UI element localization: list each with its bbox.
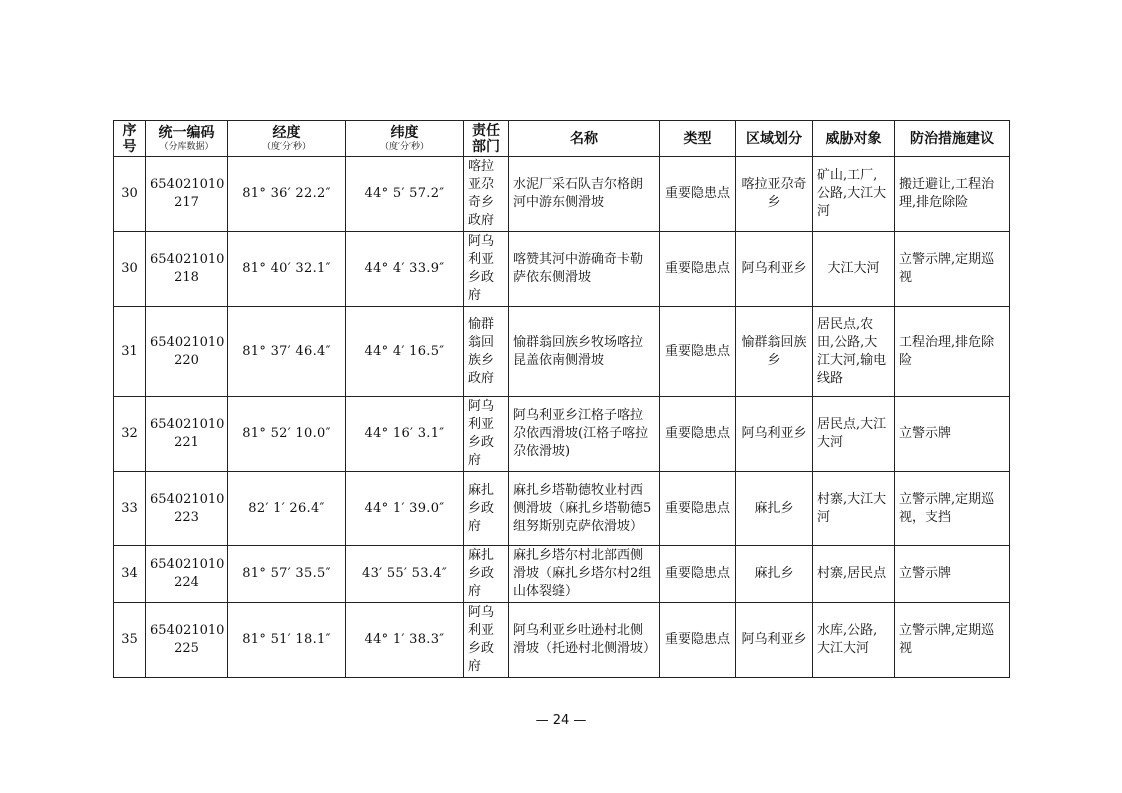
cell-measure: 立警示牌	[895, 546, 1010, 603]
cell-type: 重要隐患点	[660, 307, 736, 397]
cell-type: 重要隐患点	[660, 546, 736, 603]
cell-region: 阿乌利亚乡	[736, 603, 813, 678]
cell-code-a: 654021010	[150, 177, 225, 192]
cell-name: 阿乌利亚乡江格子喀拉尕依西滑坡(江格子喀拉尕依滑坡)	[509, 397, 660, 472]
cell-name: 阿乌利亚乡吐逊村北侧滑坡（托逊村北侧滑坡）	[509, 603, 660, 678]
cell-code-b: 223	[174, 509, 199, 525]
cell-region: 麻扎乡	[736, 546, 813, 603]
cell-seq: 35	[114, 603, 146, 678]
cell-code-b: 224	[174, 575, 199, 590]
cell-code-b: 218	[174, 270, 199, 285]
table-row	[114, 472, 1010, 546]
cell-code	[146, 397, 228, 472]
header-code	[146, 121, 228, 157]
cell-dept: 麻扎乡政府	[464, 546, 509, 603]
cell-lat: 44° 1′ 39.0″	[346, 472, 464, 546]
cell-lat: 44° 4′ 16.5″	[346, 307, 464, 397]
cell-dept: 阿乌利亚乡政府	[464, 603, 509, 678]
cell-seq: 30	[114, 157, 146, 232]
cell-name: 喀赞其河中游确奇卡勒萨依东侧滑坡	[509, 232, 660, 307]
cell-code-a: 654021010	[150, 334, 225, 350]
header-code-sub: （分库数据）	[159, 142, 214, 152]
cell-region: 喀拉亚尕奇乡	[736, 157, 813, 232]
cell-threat: 大江大河	[813, 232, 895, 307]
cell-code-a: 654021010	[150, 417, 225, 432]
cell-measure: 工程治理,排危除险	[895, 307, 1010, 397]
cell-lon: 81° 51′ 18.1″	[228, 603, 346, 678]
cell-code-b: 220	[174, 352, 199, 368]
cell-seq: 33	[114, 472, 146, 546]
cell-region: 麻扎乡	[736, 472, 813, 546]
header-lat	[346, 121, 464, 157]
header-seq: 序号	[114, 121, 146, 157]
cell-code	[146, 472, 228, 546]
table-row	[114, 546, 1010, 603]
cell-code-b: 221	[174, 435, 199, 450]
cell-seq: 31	[114, 307, 146, 397]
cell-threat: 水库,公路,大江大河	[813, 603, 895, 678]
cell-code	[146, 157, 228, 232]
cell-lat: 43′ 55′ 53.4″	[346, 546, 464, 603]
table-row	[114, 397, 1010, 472]
header-threat: 威胁对象	[813, 121, 895, 157]
cell-lat: 44° 5′ 57.2″	[346, 157, 464, 232]
cell-code	[146, 603, 228, 678]
cell-dept: 愉群翁回族乡政府	[464, 307, 509, 397]
header-lat-label: 纬度	[390, 125, 419, 141]
cell-threat: 居民点,大江大河	[813, 397, 895, 472]
cell-lon: 81° 37′ 46.4″	[228, 307, 346, 397]
cell-region: 阿乌利亚乡	[736, 232, 813, 307]
cell-type: 重要隐患点	[660, 472, 736, 546]
cell-threat: 矿山,工厂,公路,大江大河	[813, 157, 895, 232]
header-lat-sub: （度′分′秒）	[379, 142, 430, 152]
cell-code-a: 654021010	[150, 557, 225, 572]
cell-seq: 30	[114, 232, 146, 307]
page-number: — 24 —	[535, 713, 587, 728]
cell-lat: 44° 1′ 38.3″	[346, 603, 464, 678]
table-row	[114, 157, 1010, 232]
header-type: 类型	[660, 121, 736, 157]
cell-name: 麻扎乡塔尔村北部西侧滑坡（麻扎乡塔尔村2组山体裂缝）	[509, 546, 660, 603]
hazard-table	[113, 120, 1010, 678]
cell-code-a: 654021010	[150, 623, 225, 638]
cell-dept: 麻扎乡政府	[464, 472, 509, 546]
cell-lon: 81° 36′ 22.2″	[228, 157, 346, 232]
table-row	[114, 232, 1010, 307]
cell-code-a: 654021010	[150, 491, 225, 507]
cell-threat: 居民点,农田,公路,大江大河,输电线路	[813, 307, 895, 397]
cell-type: 重要隐患点	[660, 157, 736, 232]
cell-name: 愉群翁回族乡牧场喀拉昆盖依南侧滑坡	[509, 307, 660, 397]
cell-measure: 立警示牌,定期巡视	[895, 603, 1010, 678]
cell-code-b: 225	[174, 641, 199, 656]
cell-measure: 搬迁避让,工程治理,排危除险	[895, 157, 1010, 232]
cell-lat: 44° 16′ 3.1″	[346, 397, 464, 472]
cell-code	[146, 232, 228, 307]
cell-lon: 81° 40′ 32.1″	[228, 232, 346, 307]
cell-threat: 村寨,居民点	[813, 546, 895, 603]
cell-seq: 32	[114, 397, 146, 472]
cell-measure: 立警示牌,定期巡视，支挡	[895, 472, 1010, 546]
header-lon	[228, 121, 346, 157]
cell-type: 重要隐患点	[660, 232, 736, 307]
cell-code	[146, 307, 228, 397]
header-lon-label: 经度	[272, 125, 301, 141]
cell-code	[146, 546, 228, 603]
cell-lon: 81° 52′ 10.0″	[228, 397, 346, 472]
table-row	[114, 603, 1010, 678]
cell-region: 阿乌利亚乡	[736, 397, 813, 472]
header-name: 名称	[509, 121, 660, 157]
header-lon-sub: （度′分′秒）	[261, 142, 312, 152]
cell-type: 重要隐患点	[660, 397, 736, 472]
header-region: 区域划分	[736, 121, 813, 157]
cell-code-a: 654021010	[150, 252, 225, 267]
cell-dept: 喀拉亚尕奇乡政府	[464, 157, 509, 232]
cell-dept: 阿乌利亚乡政府	[464, 232, 509, 307]
cell-code-b: 217	[174, 195, 199, 210]
cell-lon: 81° 57′ 35.5″	[228, 546, 346, 603]
cell-dept: 阿乌利亚乡政府	[464, 397, 509, 472]
cell-seq: 34	[114, 546, 146, 603]
cell-measure: 立警示牌	[895, 397, 1010, 472]
table-row	[114, 307, 1010, 397]
header-measure: 防治措施建议	[895, 121, 1010, 157]
cell-lon: 82′ 1′ 26.4″	[228, 472, 346, 546]
cell-threat: 村寨,大江大河	[813, 472, 895, 546]
header-dept: 责任部门	[464, 121, 509, 157]
cell-lat: 44° 4′ 33.9″	[346, 232, 464, 307]
header-code-label: 统一编码	[158, 125, 215, 141]
cell-region: 愉群翁回族乡	[736, 307, 813, 397]
cell-measure: 立警示牌,定期巡视	[895, 232, 1010, 307]
table-header-row	[114, 121, 1010, 157]
cell-name: 麻扎乡塔勒德牧业村西侧滑坡（麻扎乡塔勒德5组努斯别克萨依滑坡）	[509, 472, 660, 546]
cell-type: 重要隐患点	[660, 603, 736, 678]
cell-name: 水泥厂采石队吉尔格朗河中游东侧滑坡	[509, 157, 660, 232]
